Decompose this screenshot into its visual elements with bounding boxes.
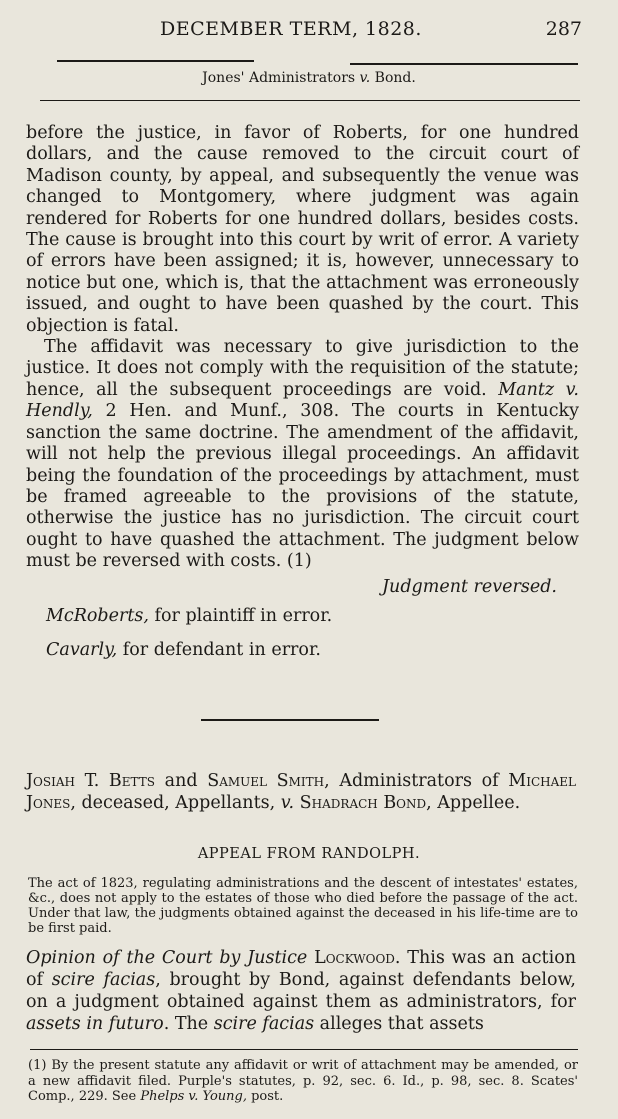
footnote <box>28 1058 578 1105</box>
counsel-defendant <box>46 640 321 660</box>
opinion-judge: Lockwood. <box>307 948 401 968</box>
opinion-start <box>26 947 576 1035</box>
headnote: The act of 1823, regulating administrations and the descent of intestates' estates, &c., does not apply to the estates of those who died before the passage of the act. Under that law, the judgments obtained against the deceased in his life-time are to be first paid. <box>28 876 578 936</box>
party-betts: Josiah T. Betts <box>26 771 155 791</box>
footnote-text-a: (1) By the present statute any affidavit or writ of attachment may be amended, or a new affidavit filed. Purple's statutes, p. 92, sec. 6. Id., p. 98, sec. 8. Scates' Comp., 229. See <box>28 1058 578 1104</box>
paragraph-2 <box>26 337 579 572</box>
opinion-assets-in-futuro: assets in futuro <box>26 1014 164 1034</box>
footnote-text-b: post. <box>246 1089 284 1104</box>
header-rule-bottom <box>40 100 580 101</box>
footnote-citation: Phelps v. Young, <box>140 1089 247 1104</box>
opinion-intro: Opinion of the Court by Justice <box>26 948 308 968</box>
appeal-heading: APPEAL FROM RANDOLPH. <box>197 846 421 862</box>
party-desc-3: , Appellee. <box>426 793 521 813</box>
paragraph-2-a: The affidavit was necessary to give jurisdiction to the justice. It does not comply with the requisition of the statute; hence, all the subsequent proceedings are void. <box>26 337 579 400</box>
defendant-counsel-role: for defendant in error. <box>117 640 321 660</box>
opinion-text-b: This was an action of <box>26 948 576 990</box>
opinion-continued <box>26 123 579 598</box>
party-bond: Shadrach Bond <box>294 793 427 813</box>
judgment-line: Judgment reversed. <box>382 576 557 597</box>
opinion-text-d: . The <box>163 1014 214 1034</box>
citation-mantz: Mantz v. Hendly, <box>26 379 579 422</box>
header-rule-left <box>57 60 254 62</box>
case-title-v: v. <box>359 70 371 86</box>
case-parties <box>26 770 576 814</box>
party-and: and <box>154 771 208 791</box>
running-head <box>0 18 618 48</box>
party-smith: Samuel Smith <box>207 771 325 791</box>
running-title: DECEMBER TERM, 1828. <box>160 18 422 40</box>
opinion-text-c: , brought by Bond, against defendants below, on a judgment obtained against them as administrators, for <box>26 970 576 1012</box>
defendant-counsel-name: Cavarly, <box>46 640 118 660</box>
paragraph-1: before the justice, in favor of Roberts, for one hundred dollars, and the cause removed to the circuit court of Madison county, by appeal, and subsequently the venue was changed to Montgomery, where judgment was again rendered for Roberts for one hundred dollars, besides costs. The cause is brought into this court by writ of error. A variety of errors have been assigned; it is, however, unnecessary to notice but one, which is, that the attachment was erroneously issued, and ought to have been quashed by the court. This objection is fatal. <box>26 123 579 336</box>
plaintiff-counsel-name: McRoberts, <box>46 606 149 626</box>
case-title-a: Jones' Administrators <box>202 70 360 86</box>
party-desc-2: , deceased, Appellants, <box>70 793 281 813</box>
opinion-scire-facias-1: scire facias <box>51 970 156 990</box>
footnote-rule <box>30 1049 578 1050</box>
counsel-plaintiff <box>46 606 332 626</box>
page-number: 287 <box>545 18 582 40</box>
party-versus: v. <box>280 793 295 813</box>
case-title <box>0 70 618 86</box>
header-rule-right <box>350 63 578 65</box>
section-separator <box>201 719 379 721</box>
opinion-text-e: alleges that assets <box>314 1014 484 1034</box>
party-jones: Michael Jones <box>26 771 576 813</box>
opinion-scire-facias-2: scire facias <box>213 1014 315 1034</box>
party-desc-1: , Administrators of <box>324 771 509 791</box>
paragraph-2-b: 2 Hen. and Munf., 308. The courts in Kentucky sanction the same doctrine. The amendment of the affidavit, will not help the previous illegal proceedings. An affidavit being the foundation of the proceedings by attachment, must be framed agreeable to the provisions of the statute, otherwise the justice has no jurisdiction. The circuit court ought to have quashed the attachment. The judgment below must be reversed with costs. (1) <box>26 401 579 572</box>
case-title-b: Bond. <box>370 70 416 86</box>
plaintiff-counsel-role: for plaintiff in error. <box>148 606 333 626</box>
